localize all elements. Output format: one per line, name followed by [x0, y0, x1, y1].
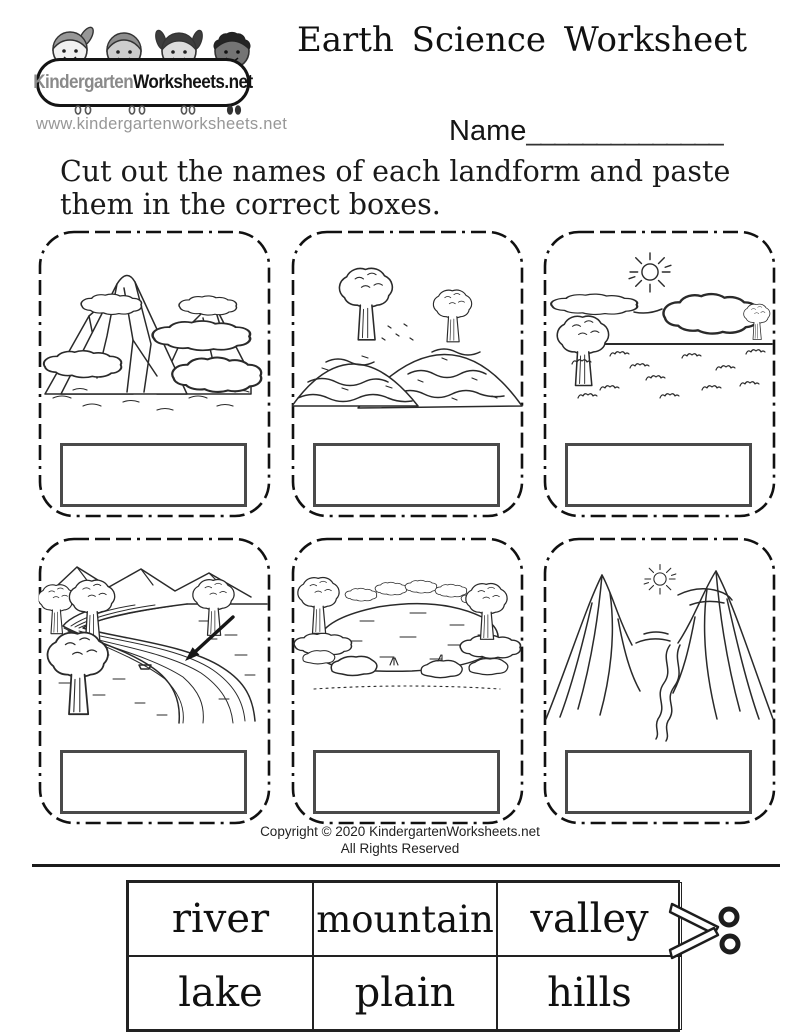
river-illustration: [39, 543, 270, 750]
card-river: [38, 537, 271, 825]
name-label: Name: [449, 115, 527, 147]
mountain-illustration: [39, 236, 270, 443]
word-bank-table: [126, 880, 680, 1032]
word-card-valley[interactable]: valley: [497, 882, 682, 956]
word-card-hills[interactable]: hills: [497, 956, 682, 1030]
plain-illustration: [544, 236, 775, 443]
answer-box-lake[interactable]: [313, 750, 500, 814]
divider-line: [32, 864, 780, 867]
word-card-mountain[interactable]: mountain: [313, 882, 497, 956]
lake-illustration: [292, 543, 523, 750]
name-input-line[interactable]: ______________: [526, 116, 723, 146]
answer-box-plain[interactable]: [565, 443, 752, 507]
brand-text: KindergartenWorksheets.net: [33, 71, 253, 93]
card-lake: [291, 537, 524, 825]
scissors-icon: [668, 900, 748, 962]
answer-box-mountain[interactable]: [60, 443, 247, 507]
word-card-lake[interactable]: lake: [128, 956, 313, 1030]
logo-banner: [33, 58, 253, 107]
answer-box-river[interactable]: [60, 750, 247, 814]
copyright-text: Copyright © 2020 KindergartenWorksheets.net: [260, 824, 540, 839]
rights-text: All Rights Reserved: [340, 840, 460, 856]
word-card-river[interactable]: river: [128, 882, 313, 956]
answer-box-hills[interactable]: [313, 443, 500, 507]
card-plain: [543, 230, 776, 518]
card-mountain: [38, 230, 271, 518]
website-url: www.kindergartenworksheets.net: [36, 115, 288, 133]
word-card-plain[interactable]: plain: [313, 956, 497, 1030]
card-hills: [291, 230, 524, 518]
answer-box-valley[interactable]: [565, 750, 752, 814]
card-valley: [543, 537, 776, 825]
page-title: Earth Science Worksheet: [296, 20, 748, 60]
instructions-text: Cut out the names of each landform and paste them in the correct boxes.: [60, 155, 731, 222]
site-logo: [33, 12, 288, 137]
hills-illustration: [292, 236, 523, 443]
valley-illustration: [544, 543, 775, 750]
